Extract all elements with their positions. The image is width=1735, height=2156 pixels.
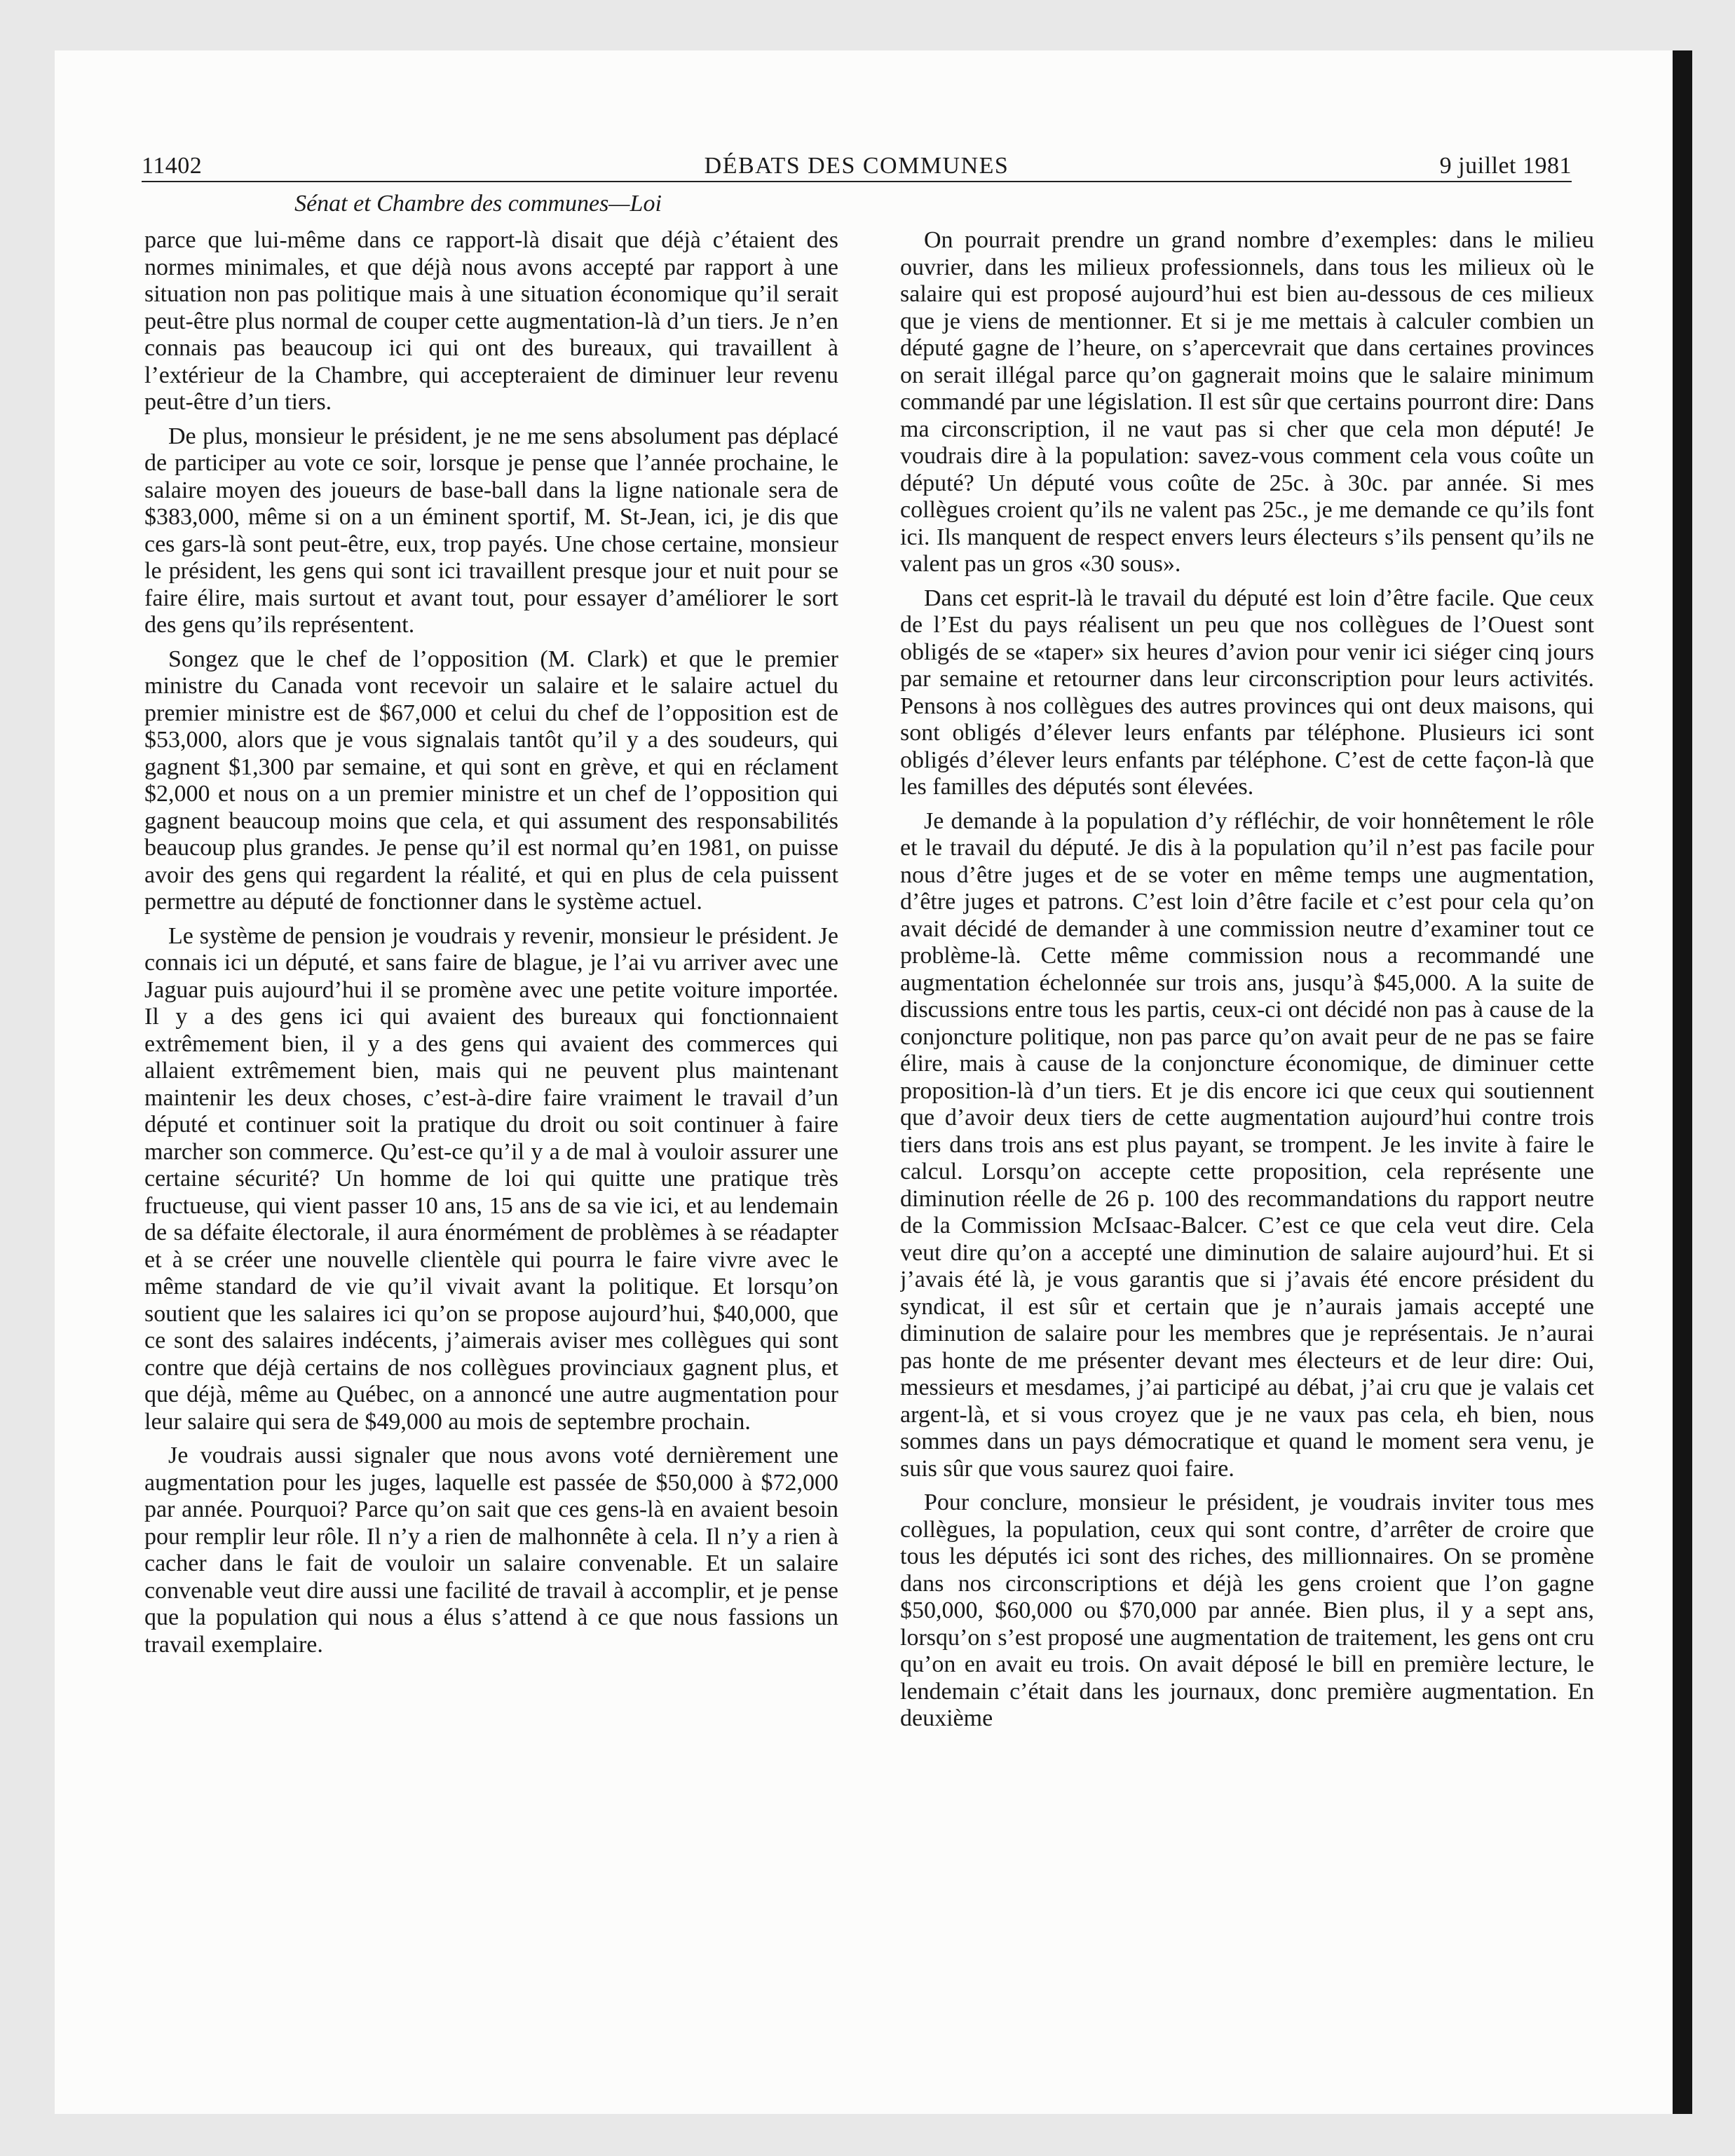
header-date: 9 juillet 1981 (1439, 153, 1572, 179)
paragraph: On pourrait prendre un grand nombre d’exemples: dans le milieu ouvrier, dans les milieux professionnels, dans tous les milieux où le salaire qui est proposé aujourd’hui est bien au-dessous de ces milieux que je viens de mentionner. Et si je me mettais à calculer combien un député gagne de l’heure, on s’apercevrait que dans certaines provinces on serait illégal parce qu’on gagnerait moins que le salaire minimum commandé par une législation. Il est sûr que certains pourront dire: Dans ma circonscription, il ne vaut pas si cher que cela mon député! Je voudrais dire à la population: savez-vous comment cela vous coûte un député? Un député vous coûte de 25c. à 30c. par année. Si mes collègues croient qu’ils ne valent pas 25c., je me demande ce qu’ils font ici. Ils manquent de respect envers leurs électeurs s’ils pensent qu’ils ne valent pas un gros «30 sous». (900, 227, 1594, 577)
paragraph: Songez que le chef de l’opposition (M. Clark) et que le premier ministre du Canada vont recevoir un salaire et le salaire actuel du premier ministre est de $67,000 et celui du chef de l’opposition est de $53,000, alors que je vous signalais tantôt qu’il y a des soudeurs, qui gagnent $1,300 par semaine, et qui sont en grève, et qui en réclament $2,000 et nous on a un premier ministre et un chef de l’opposition qui gagnent beaucoup moins que cela, et qui assument des responsabilités beaucoup plus grandes. Je pense qu’il est normal qu’en 1981, on puisse avoir des gens qui regardent la réalité, et qui en plus de cela puissent permettre au député de fonctionner dans le système actuel. (144, 646, 838, 915)
paragraph: Je voudrais aussi signaler que nous avons voté dernièrement une augmentation pour les juges, laquelle est passée de $50,000 à $72,000 par année. Pourquoi? Parce qu’on sait que ces gens-là en avaient besoin pour remplir leur rôle. Il n’y a rien de malhonnête à cela. Il n’y a rien à cacher dans le fait de vouloir un salaire convenable. Et un salaire convenable veut dire aussi une facilité de travail à accomplir, et je pense que la population qui nous a élus s’attend à ce que nous fassions un travail exemplaire. (144, 1442, 838, 1658)
left-column (144, 227, 838, 2106)
paragraph: Le système de pension je voudrais y revenir, monsieur le président. Je connais ici un député, et sans faire de blague, je l’ai vu arriver avec une Jaguar puis aujourd’hui il se promène avec une petite voiture importée. Il y a des gens ici qui avaient des bureaux qui fonctionnaient extrêmement bien, il y a des gens qui avaient des commerces qui allaient extrêmement bien, mais qui ne peuvent plus maintenant maintenir les deux choses, c’est-à-dire faire vraiment le travail d’un député et continuer soit la pratique du droit ou soit continuer à faire marcher son commerce. Qu’est-ce qu’il y a de mal à vouloir assurer une certaine sécurité? Un homme de loi qui quitte une pratique très fructueuse, qui vient passer 10 ans, 15 ans de sa vie ici, et au lendemain de sa défaite électorale, il aura énormément de problèmes à se réadapter et à se créer une nouvelle clientèle qui pourra le faire vivre avec le même standard de vie qu’il vivait avant la politique. Et lorsqu’on soutient que les salaires ici qu’on se propose aujourd’hui, $40,000, que ce sont des salaires indécents, j’aimerais aviser mes collègues qui sont contre que déjà certains de nos collègues provinciaux gagnent plus, et que déjà, même au Québec, on a annoncé une autre augmentation pour leur salaire qui sera de $49,000 au mois de septembre prochain. (144, 922, 838, 1435)
paragraph: parce que lui-même dans ce rapport-là disait que déjà c’étaient des normes minimales, et que déjà nous avons accepté par rapport à une situation non pas politique mais à une situation économique qu’il serait peut-être plus normal de couper cette augmentation-là d’un tiers. Je n’en connais pas beaucoup ici qui ont des bureaux, qui travaillent à l’extérieur de la Chambre, qui accepteraient de diminuer leur revenu peut-être d’un tiers. (144, 227, 838, 415)
paragraph: Pour conclure, monsieur le président, je voudrais inviter tous mes collègues, la population, ceux qui sont contre, d’arrêter de croire que tous les députés ici sont des riches, des millionnaires. On se promène dans nos circonscriptions et déjà les gens croient que l’on gagne $50,000, $60,000 ou $70,000 par année. Bien plus, il y a sept ans, lorsqu’on s’est proposé une augmentation de traitement, les gens ont cru qu’on en avait eu trois. On avait déposé le bill en première lecture, le lendemain c’était dans les journaux, donc première augmentation. En deuxième (900, 1489, 1594, 1731)
paragraph: Je demande à la population d’y réfléchir, de voir honnêtement le rôle et le travail du député. Je dis à la population qu’il n’est pas facile pour nous d’être juges et de se voter en même temps une augmentation, d’être juges et patrons. C’est loin d’être facile et c’est pour cela qu’on avait décidé de demander à une commission neutre d’examiner tout ce problème-là. Cette même commission nous a recommandé une augmentation échelonnée sur trois ans, jusqu’à $45,000. A la suite de discussions entre tous les partis, ceux-ci ont décidé non pas à cause de la conjoncture politique, non pas parce qu’on avait peur de ne pas se faire élire, mais à cause de la conjoncture économique, de diminuer cette proposition-là d’un tiers. Et je dis encore ici que ceux qui soutiennent que d’avoir deux tiers de cette augmentation aujourd’hui contre trois tiers dans trois ans est plus payant, se trompent. Je les invite à faire le calcul. Lorsqu’on accepte cette proposition, cela représente une diminution réelle de 26 p. 100 des recommandations du rapport neutre de la Commission McIsaac-Balcer. C’est ce que cela veut dire. Cela veut dire qu’on a accepté une diminution de salaire aujourd’hui. Et si j’avais été là, je vous garantis que si j’avais été encore président du syndicat, il est sûr et certain que je n’aurais jamais accepté une diminution de salaire pour les membres que je représentais. Je n’aurai pas honte de me présenter devant mes électeurs et de leur dire: Oui, messieurs et mesdames, j’ai participé au débat, j’ai cru que je valais cet argent-là, et si vous croyez que je ne vaux pas cela, eh bien, nous sommes dans un pays démocratique et quand le moment sera venu, je suis sûr que vous saurez quoi faire. (900, 807, 1594, 1482)
page-header (142, 147, 1572, 182)
scan-edge-bar (1673, 50, 1692, 2114)
journal-title: DÉBATS DES COMMUNES (704, 153, 1009, 179)
paragraph: Dans cet esprit-là le travail du député est loin d’être facile. Que ceux de l’Est du pays réalisent un peu que nos collègues de l’Ouest sont obligés de se «taper» six heures d’avion pour venir ici siéger cinq jours par semaine et retourner dans leur circonscription pour leurs activités. Pensons à nos collègues des autres provinces qui ont deux maisons, qui sont obligés d’élever leurs enfants par téléphone. Plusieurs ici sont obligés d’élever leurs enfants par téléphone. C’est de cette façon-là que les familles des députés sont élevées. (900, 585, 1594, 800)
document-page (55, 50, 1692, 2114)
subject-heading: Sénat et Chambre des communes—Loi (294, 191, 662, 217)
right-column (900, 227, 1594, 2106)
page-number: 11402 (142, 153, 203, 179)
paragraph: De plus, monsieur le président, je ne me sens absolument pas déplacé de participer au vote ce soir, lorsque je pense que l’année prochaine, le salaire moyen des joueurs de base-ball dans la ligne nationale sera de $383,000, même si on a un éminent sportif, M. St-Jean, ici, je dis que ces gars-là sont peut-être, eux, trop payés. Une chose certaine, monsieur le président, les gens qui sont ici travaillent presque jour et nuit pour se faire élire, mais surtout et avant tout, pour essayer d’améliorer le sort des gens qu’ils représentent. (144, 423, 838, 638)
